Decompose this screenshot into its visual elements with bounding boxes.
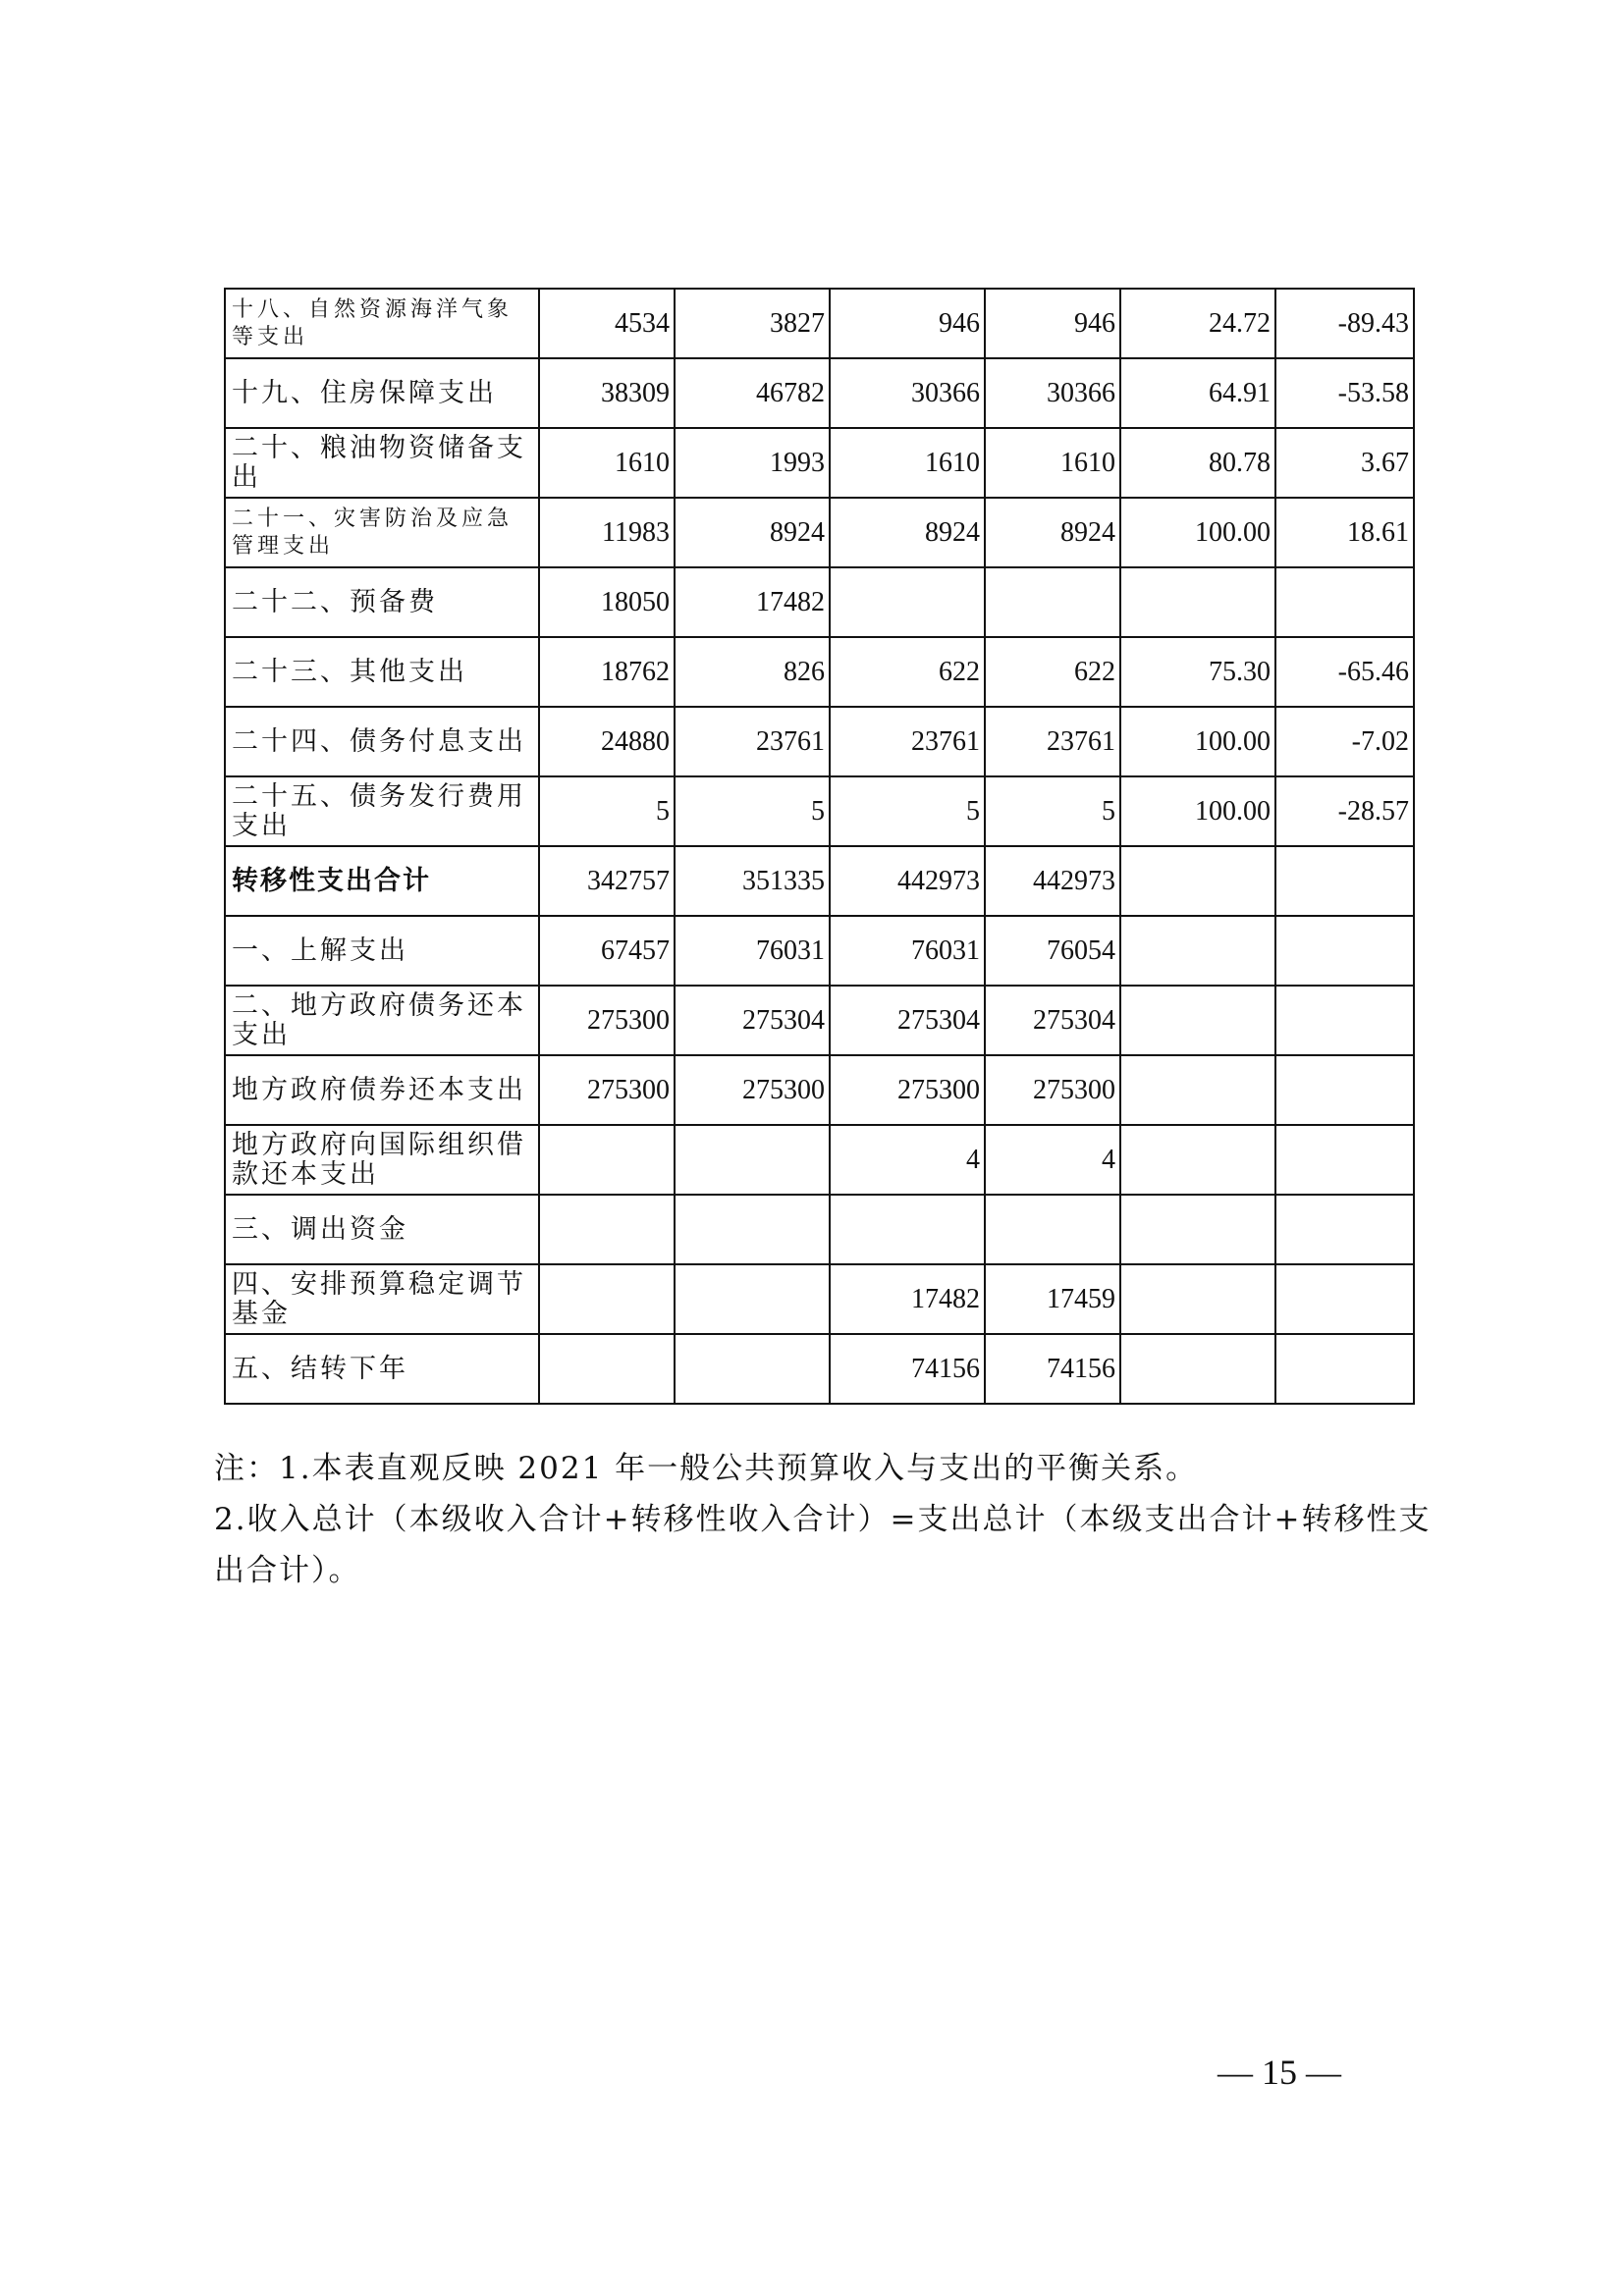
table-cell-col3: 30366: [830, 358, 985, 428]
table-cell-col4: 275300: [985, 1055, 1120, 1125]
table-cell-col2: 46782: [675, 358, 830, 428]
table-cell-col4: 76054: [985, 916, 1120, 986]
table-cell-col4: 4: [985, 1125, 1120, 1195]
table-cell-col1: 67457: [539, 916, 675, 986]
row-label: 二、地方政府债务还本支出: [225, 986, 539, 1055]
table-cell-col2: 17482: [675, 567, 830, 637]
row-label: 一、上解支出: [225, 916, 539, 986]
table-cell-col1: 342757: [539, 846, 675, 916]
table-cell-col3: 76031: [830, 916, 985, 986]
table-row: [225, 1055, 1414, 1125]
table-cell-col5: 80.78: [1120, 428, 1275, 498]
table-cell-col5: 64.91: [1120, 358, 1275, 428]
table-cell-col4: 442973: [985, 846, 1120, 916]
table-row: [225, 498, 1414, 567]
table-cell-col1: 275300: [539, 1055, 675, 1125]
table-cell-col3: 74156: [830, 1334, 985, 1404]
row-label: 地方政府向国际组织借款还本支出: [225, 1125, 539, 1195]
table-cell-col6: -7.02: [1275, 707, 1414, 776]
table-cell-col6: -53.58: [1275, 358, 1414, 428]
table-cell-col5: [1120, 846, 1275, 916]
table-cell-col5: 100.00: [1120, 776, 1275, 846]
table-cell-col5: [1120, 1264, 1275, 1334]
table-cell-col4: 622: [985, 637, 1120, 707]
table-cell-col2: [675, 1264, 830, 1334]
table-cell-col3: 8924: [830, 498, 985, 567]
table-cell-col5: [1120, 916, 1275, 986]
table-cell-col2: 23761: [675, 707, 830, 776]
row-label: 四、安排预算稳定调节基金: [225, 1264, 539, 1334]
table-cell-col2: [675, 1195, 830, 1264]
table-row: [225, 1334, 1414, 1404]
table-cell-col5: [1120, 1055, 1275, 1125]
table-cell-col3: [830, 567, 985, 637]
table-cell-col5: [1120, 1125, 1275, 1195]
row-label: 二十二、预备费: [225, 567, 539, 637]
table-row: [225, 637, 1414, 707]
table-cell-col1: 18762: [539, 637, 675, 707]
table-cell-col2: 5: [675, 776, 830, 846]
table-cell-col2: 3827: [675, 289, 830, 358]
table-cell-col3: 5: [830, 776, 985, 846]
table-row: [225, 916, 1414, 986]
table-cell-col3: 946: [830, 289, 985, 358]
row-label: 转移性支出合计: [225, 846, 539, 916]
table-cell-col6: -28.57: [1275, 776, 1414, 846]
row-label: 三、调出资金: [225, 1195, 539, 1264]
table-cell-col2: [675, 1334, 830, 1404]
table-cell-col1: 275300: [539, 986, 675, 1055]
row-label: 二十一、灾害防治及应急管理支出: [225, 498, 539, 567]
budget-table-container: [224, 288, 1415, 1405]
row-label: 二十、粮油物资储备支出: [225, 428, 539, 498]
page-number: — 15 —: [1218, 2053, 1341, 2092]
table-cell-col1: 38309: [539, 358, 675, 428]
table-cell-col6: [1275, 986, 1414, 1055]
row-label: 二十四、债务付息支出: [225, 707, 539, 776]
table-cell-col4: 1610: [985, 428, 1120, 498]
note-line-2: 2.收入总计（本级收入合计+转移性收入合计）=支出总计（本级支出合计+转移性支出合计）。: [214, 1502, 1432, 1588]
row-label: 二十五、债务发行费用支出: [225, 776, 539, 846]
table-cell-col2: 275304: [675, 986, 830, 1055]
table-cell-col3: 275300: [830, 1055, 985, 1125]
table-cell-col3: 275304: [830, 986, 985, 1055]
table-row: [225, 358, 1414, 428]
table-cell-col4: 17459: [985, 1264, 1120, 1334]
table-cell-col1: [539, 1334, 675, 1404]
table-body: [225, 289, 1414, 1404]
table-row: [225, 986, 1414, 1055]
table-cell-col2: 351335: [675, 846, 830, 916]
table-cell-col2: [675, 1125, 830, 1195]
table-row: [225, 1264, 1414, 1334]
table-cell-col4: 5: [985, 776, 1120, 846]
table-cell-col3: 442973: [830, 846, 985, 916]
table-cell-col4: 30366: [985, 358, 1120, 428]
table-cell-col5: [1120, 1334, 1275, 1404]
table-cell-col5: 24.72: [1120, 289, 1275, 358]
table-cell-col6: [1275, 1264, 1414, 1334]
table-cell-col2: 8924: [675, 498, 830, 567]
budget-expenditure-table: [224, 288, 1415, 1405]
row-label: 十八、自然资源海洋气象等支出: [225, 289, 539, 358]
table-cell-col1: 4534: [539, 289, 675, 358]
table-cell-col4: 946: [985, 289, 1120, 358]
table-cell-col5: [1120, 1195, 1275, 1264]
table-cell-col5: [1120, 986, 1275, 1055]
table-cell-col1: [539, 1195, 675, 1264]
table-cell-col4: 8924: [985, 498, 1120, 567]
table-cell-col4: 275304: [985, 986, 1120, 1055]
note-line-1: 注：1.本表直观反映 2021 年一般公共预算收入与支出的平衡关系。: [214, 1451, 1199, 1486]
table-cell-col4: 23761: [985, 707, 1120, 776]
table-row: [225, 289, 1414, 358]
table-cell-col2: 1993: [675, 428, 830, 498]
table-cell-col2: 275300: [675, 1055, 830, 1125]
table-cell-col5: 100.00: [1120, 498, 1275, 567]
table-cell-col1: 5: [539, 776, 675, 846]
table-cell-col3: 4: [830, 1125, 985, 1195]
row-label: 二十三、其他支出: [225, 637, 539, 707]
row-label: 地方政府债券还本支出: [225, 1055, 539, 1125]
table-cell-col6: -89.43: [1275, 289, 1414, 358]
table-cell-col1: 11983: [539, 498, 675, 567]
table-cell-col6: -65.46: [1275, 637, 1414, 707]
table-row: [225, 707, 1414, 776]
table-cell-col6: [1275, 1055, 1414, 1125]
row-label: 十九、住房保障支出: [225, 358, 539, 428]
table-row: [225, 428, 1414, 498]
table-cell-col6: [1275, 1334, 1414, 1404]
table-cell-col4: [985, 1195, 1120, 1264]
table-cell-col4: 74156: [985, 1334, 1120, 1404]
table-cell-col3: 23761: [830, 707, 985, 776]
table-cell-col3: 622: [830, 637, 985, 707]
table-cell-col6: [1275, 567, 1414, 637]
table-cell-col2: 76031: [675, 916, 830, 986]
table-cell-col3: 1610: [830, 428, 985, 498]
table-cell-col2: 826: [675, 637, 830, 707]
table-row: [225, 776, 1414, 846]
row-label: 五、结转下年: [225, 1334, 539, 1404]
table-cell-col6: 18.61: [1275, 498, 1414, 567]
table-cell-col1: 24880: [539, 707, 675, 776]
table-row: [225, 1195, 1414, 1264]
table-cell-col3: [830, 1195, 985, 1264]
table-cell-col1: 1610: [539, 428, 675, 498]
table-cell-col6: 3.67: [1275, 428, 1414, 498]
table-cell-col4: [985, 567, 1120, 637]
table-cell-col6: [1275, 916, 1414, 986]
table-cell-col5: 100.00: [1120, 707, 1275, 776]
table-row: [225, 1125, 1414, 1195]
table-cell-col6: [1275, 846, 1414, 916]
table-notes: [214, 1443, 1432, 1596]
table-cell-col6: [1275, 1125, 1414, 1195]
table-row: [225, 567, 1414, 637]
table-cell-col6: [1275, 1195, 1414, 1264]
table-cell-col3: 17482: [830, 1264, 985, 1334]
table-cell-col1: [539, 1125, 675, 1195]
table-cell-col1: [539, 1264, 675, 1334]
table-cell-col1: 18050: [539, 567, 675, 637]
table-cell-col5: [1120, 567, 1275, 637]
table-row: [225, 846, 1414, 916]
table-cell-col5: 75.30: [1120, 637, 1275, 707]
